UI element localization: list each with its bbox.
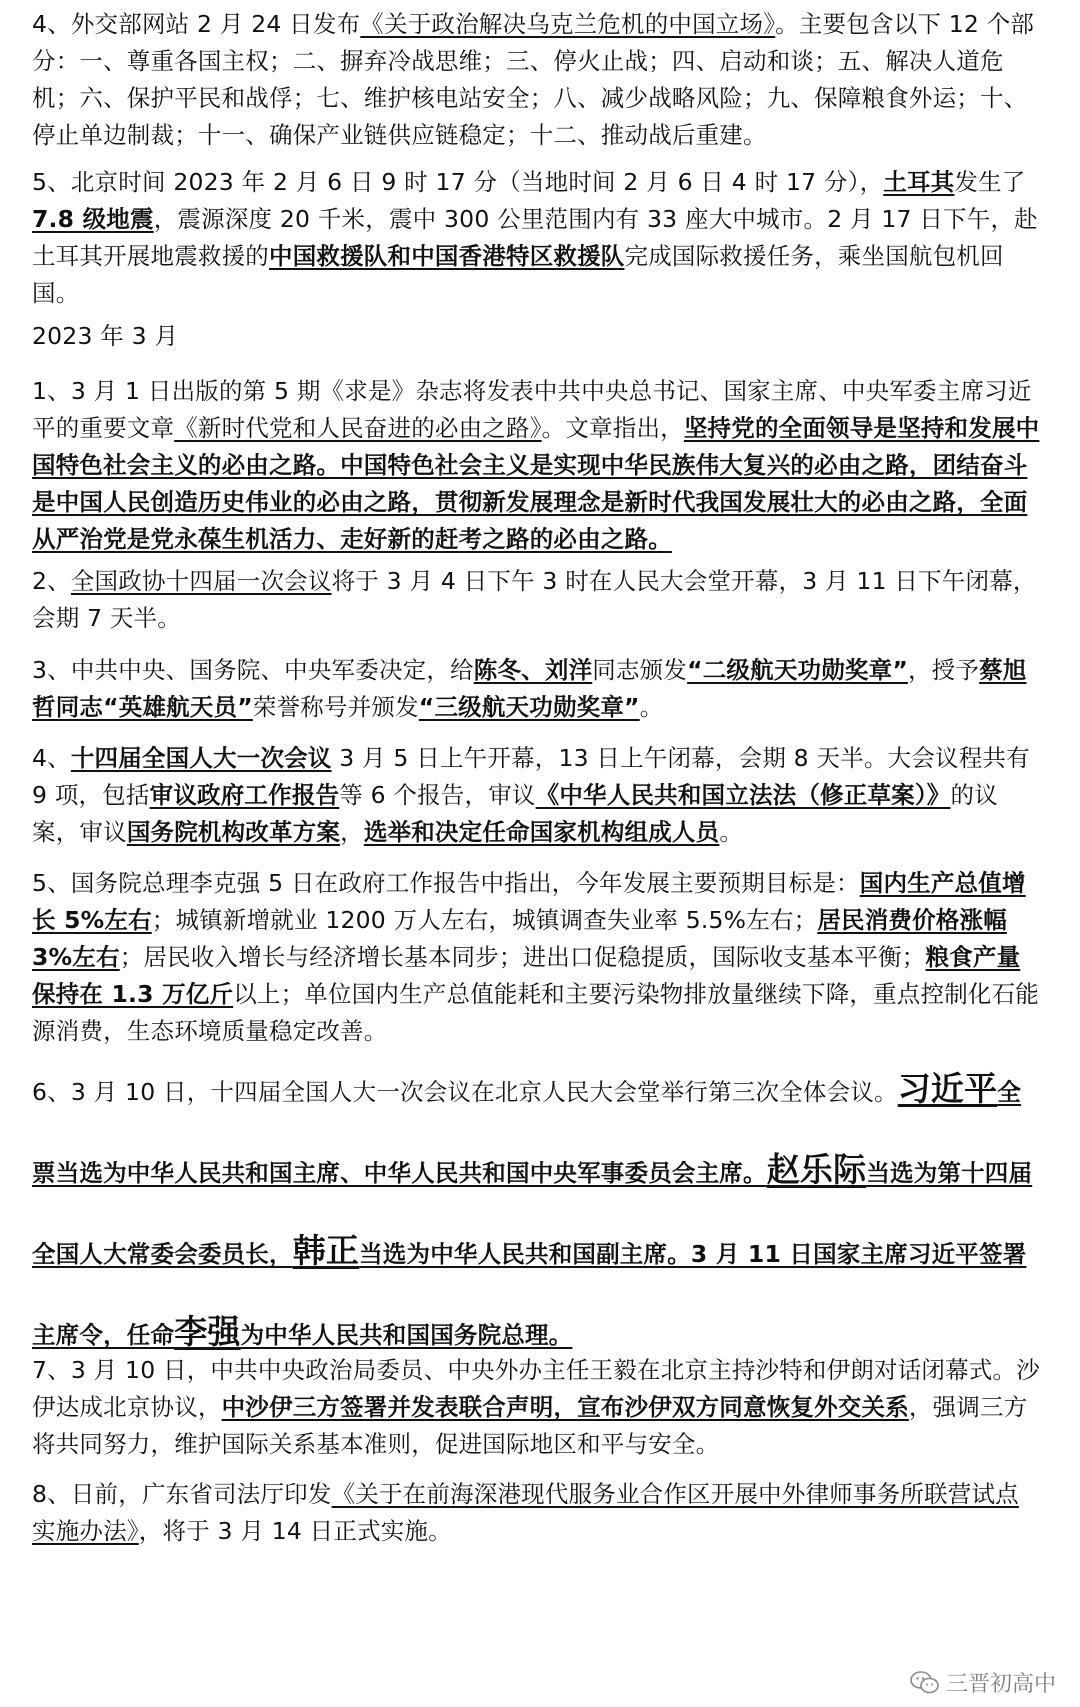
text: 3 月 5 日上午开幕，13 日上午闭幕，会期 8 天半。大会议程共有 9 项，包括	[32, 744, 1030, 809]
text: 6、3 月 10 日，十四届全国人大一次会议在北京人民大会堂举行第三次全体会议。	[32, 1078, 898, 1106]
highlight: 居民消费价格涨幅 3%左右	[32, 906, 1007, 971]
text: ，	[340, 818, 364, 846]
text: 。主要包含以下 12 个部分：一、尊重各国主权；二、摒弃冷战思维；三、停火止战；四、启动和谈；五、解决人道危机；六、保护平民和战俘；七、维护核电站安全；八、减少战略风险；九、保障粮食外运；十、停止单边制裁；十一、确保产业链供应链稳定；十二、推动战后重建。	[32, 10, 1035, 149]
text: 4、外交部网站 2 月 24 日发布	[32, 10, 361, 38]
text: ，授予	[907, 656, 980, 684]
text: 的议案，审议	[32, 781, 998, 846]
text: ，将于 3 月 14 日正式实施。	[138, 1517, 452, 1545]
wechat-icon	[910, 1670, 940, 1696]
text: 发生了	[954, 168, 1026, 196]
highlight: 当选为中华人民共和国副主席。3 月 11 日国家主席习近平签署主席令，任命	[32, 1240, 1027, 1349]
text: 同志颁发	[592, 656, 688, 684]
text: 7、3 月 10 日，中共中央政治局委员、中央外办主任王毅在北京主持沙特和伊朗对话闭幕式。沙伊达成北京协议，	[32, 1356, 1040, 1421]
highlight: 《中华人民共和国立法法（修正草案）》	[535, 781, 951, 809]
highlight: 土耳其	[883, 168, 955, 196]
text: ；城镇新增就业 1200 万人左右，城镇调查失业率 5.5%左右；	[151, 906, 818, 934]
highlight: 中沙伊三方签署并发表联合声明，宣布沙伊双方同意恢复外交关系	[221, 1393, 909, 1421]
text: 。文章指出，	[541, 414, 684, 442]
text: 3、中共中央、国务院、中央军委决定，给	[32, 656, 474, 684]
text: 1、3 月 1 日出版的第 5 期《求是》杂志将发表中共中央总书记、国家主席、中央军委主席习近平的重要文章	[32, 377, 1032, 442]
text: 8、日前，广东省司法厅印发	[32, 1480, 332, 1508]
paragraph-mar-7	[32, 1352, 1042, 1463]
paragraph-mar-8	[32, 1476, 1042, 1550]
paragraph-feb-5	[32, 164, 1042, 312]
watermark-text: 三晋初高中	[945, 1672, 1056, 1697]
highlight: 蔡旭哲同志“英雄航天员”	[32, 656, 1027, 721]
paragraph-mar-6	[32, 1050, 1042, 1374]
text: 将于 3 月 4 日下午 3 时在人民大会堂开幕，3 月 11 日下午闭幕，会期 7 天半。	[32, 567, 1037, 632]
highlight: 为中华人民共和国国务院总理。	[240, 1321, 573, 1349]
highlight: 国务院机构改革方案	[126, 818, 341, 846]
highlight: 选举和决定任命国家机构组成人员	[363, 818, 720, 846]
highlight: “二级航天功勋奖章”	[687, 656, 908, 684]
highlight: 中国救援队和中国香港特区救援队	[269, 242, 625, 270]
text: 。	[639, 693, 664, 721]
section-heading-march: 2023 年 3 月	[32, 322, 179, 350]
paragraph-mar-5	[32, 865, 1042, 1050]
highlight: 陈冬、刘洋	[473, 656, 593, 684]
text: 2、	[32, 567, 71, 595]
person-name: 韩正	[292, 1231, 360, 1270]
highlight: 全票当选为中华人民共和国主席、中华人民共和国中央军事委员会主席。	[32, 1078, 1022, 1187]
highlight: 7.8 级地震	[32, 205, 154, 233]
text: ，强调三方将共同努力，维护国际关系基本准则，促进国际地区和平与安全。	[32, 1393, 1028, 1458]
text: 荣誉称号并颁发	[252, 693, 419, 721]
text: 5、北京时间 2023 年 2 月 6 日 9 时 17 分（当地时间 2 月 6 日 4 时 17 分），	[32, 168, 884, 196]
text: ，震源深度 20 千米，震中 300 公里范围内有 33 座大中城市。2 月 17 日下午，赴土耳其开展地震救援的	[32, 205, 1038, 270]
text: 5、国务院总理李克强 5 日在政府工作报告中指出，今年发展主要预期目标是：	[32, 869, 860, 897]
highlight: 全国政协十四届一次会议	[70, 567, 332, 595]
paragraph-feb-4	[32, 6, 1042, 154]
text: 等 6 个报告，审议	[339, 781, 536, 809]
highlight: 国内生产总值增长 5%左右	[32, 869, 1026, 934]
text: ；居民收入增长与经济增长基本同步；进出口促稳提质，国际收支基本平衡；	[119, 943, 926, 971]
text: 以上；单位国内生产总值能耗和主要污染物排放量继续下降，重点控制化石能源消费，生态环境质量稳定改善。	[32, 980, 1040, 1045]
paragraph-mar-4	[32, 740, 1042, 851]
person-name: 习近平	[897, 1069, 998, 1108]
highlight: 粮食产量保持在 1.3 万亿斤	[32, 943, 1021, 1008]
paragraph-mar-2	[32, 563, 1042, 637]
person-name: 李强	[174, 1312, 241, 1351]
highlight: 《新时代党和人民奋进的必由之路》	[174, 414, 542, 442]
text: 完成国际救援任务，乘坐国航包机回国。	[32, 242, 1004, 307]
text: 。	[719, 818, 744, 846]
highlight: 审议政府工作报告	[149, 781, 340, 809]
highlight: “三级航天功勋奖章”	[418, 693, 640, 721]
document-title-link: 《关于在前海深港现代服务业合作区开展中外律师事务所联营试点实施办法》	[32, 1480, 1019, 1545]
highlight: 当选为第十四届全国人大常委会委员长，	[32, 1159, 1033, 1268]
person-name: 赵乐际	[766, 1150, 867, 1189]
account-watermark	[910, 1667, 1056, 1698]
text: 4、	[32, 744, 71, 772]
document-title-link: 《关于政治解决乌克兰危机的中国立场》	[360, 10, 776, 38]
paragraph-mar-1	[32, 373, 1042, 558]
highlight: 十四届全国人大一次会议	[70, 744, 332, 772]
highlight: 坚持党的全面领导是坚持和发展中国特色社会主义的必由之路。中国特色社会主义是实现中华民族伟大复兴的必由之路，团结奋斗是中国人民创造历史伟业的必由之路，贯彻新发展理念是新时代我国发展壮大的必由之路，全面从严治党是党永葆生机活力、走好新的赶考之路的必由之路。	[32, 414, 1040, 553]
paragraph-mar-3	[32, 652, 1042, 726]
